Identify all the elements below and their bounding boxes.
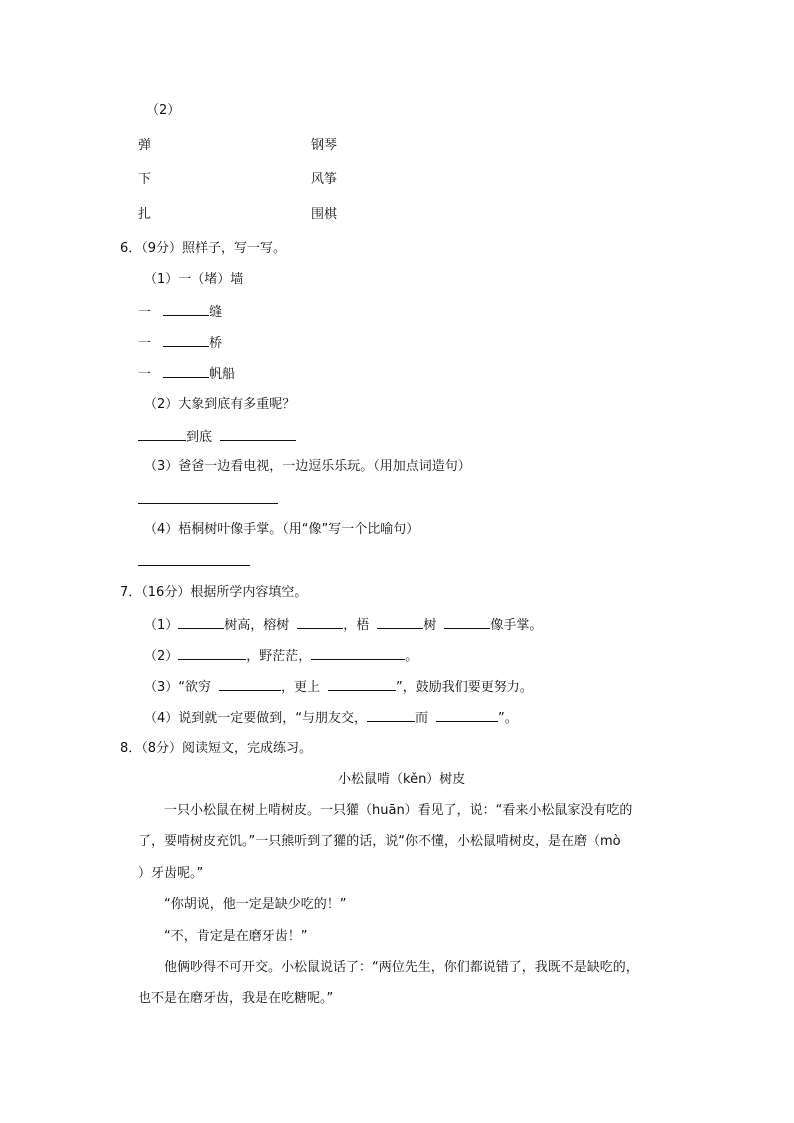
q6-sub2-answer	[138, 426, 296, 446]
q7-l3-blank-2[interactable]	[328, 676, 396, 691]
q7-l4-text-0: （4）说到就一定要做到，“与朋友交，	[144, 711, 368, 726]
q8-para1-line-1: 一只小松鼠在树上啃树皮。一只獾（huān）看见了，说：“看来小松鼠家没有吃的	[164, 803, 633, 818]
q6-dash: 一	[138, 367, 152, 382]
q6-sub1-item-1	[138, 301, 222, 321]
q6-sub2-blank-2[interactable]	[220, 426, 296, 441]
q7-l4-text-1: 而	[415, 711, 429, 726]
q7-l2-num: （2）	[144, 649, 179, 664]
q6-blank-2[interactable]	[163, 332, 209, 347]
q7-l1-text-1: 树高，榕树	[224, 618, 290, 633]
q8-para1-line-3: ）牙齿呢。”	[138, 866, 204, 881]
q8-passage-heading: 小松鼠啃（kěn）树皮	[338, 772, 466, 787]
q6-blank-1[interactable]	[163, 301, 209, 316]
q7-l3-text-0: （3）“欲穷	[144, 680, 212, 695]
q8-quote-1: “你胡说，他一定是缺少吃的！”	[164, 897, 347, 912]
q7-l4-blank-1[interactable]	[367, 707, 415, 722]
q6-sub1-item-2	[138, 332, 222, 352]
q7-line-2	[144, 645, 418, 665]
q5-left-word-2: 下	[138, 172, 152, 187]
q8-para2-line-1: 他俩吵得不可开交。小松鼠说话了：“两位先生，你们都说错了，我既不是缺吃的，	[164, 960, 639, 975]
q7-line-1	[144, 614, 542, 634]
q7-l4-blank-2[interactable]	[436, 707, 498, 722]
q6-sub2-mid: 到底	[186, 430, 213, 445]
q5-right-word-3: 围棋	[311, 207, 338, 222]
q7-line-3	[144, 676, 533, 696]
q6-sub2-example: （2）大象到底有多重呢？	[144, 397, 296, 412]
q6-sub3-blank[interactable]	[138, 489, 278, 504]
q7-l2-text-1: ，野茫茫，	[246, 649, 312, 664]
q8-quote-2: “不，肯定是在磨牙齿！”	[164, 929, 308, 944]
q7-l1-blank-3[interactable]	[377, 614, 423, 629]
q6-item-word-1: 缝	[209, 305, 223, 320]
q6-sub3-answer	[138, 489, 278, 509]
q7-line-4	[144, 707, 518, 727]
q6-sub3-example: （3）爸爸一边看电视，一边逗乐乐玩。（用加点词造句）	[144, 459, 471, 474]
q6-sub4-answer	[138, 551, 250, 571]
q7-l1-text-4: 像手掌。	[490, 618, 543, 633]
q5-sub2-label: （2）	[146, 103, 181, 118]
q6-blank-3[interactable]	[163, 363, 209, 378]
q6-item-word-2: 桥	[209, 336, 223, 351]
q8-para2-line-2: 也不是在磨牙齿，我是在吃糖呢。”	[138, 991, 334, 1006]
q7-l3-text-1: ，更上	[281, 680, 321, 695]
q7-l1-blank-2[interactable]	[297, 614, 343, 629]
q7-l2-text-2: 。	[405, 649, 419, 664]
q7-l1-text-3: 树	[423, 618, 437, 633]
q5-left-word-3: 扎	[138, 207, 152, 222]
q7-l2-blank-1[interactable]	[178, 645, 246, 660]
q5-right-word-1: 钢琴	[311, 138, 338, 153]
q8-para1-line-2: 了，要啃树皮充饥。”一只熊听到了獾的话，说“你不懂，小松鼠啃树皮，是在磨（mò	[138, 834, 621, 849]
q7-l1-blank-1[interactable]	[178, 614, 224, 629]
q7-title: 7．（16分）根据所学内容填空。	[120, 585, 308, 600]
q6-sub4-example: （4）梧桐树叶像手掌。（用“像”写一个比喻句）	[144, 522, 420, 537]
q7-l4-text-2: ”。	[498, 711, 518, 726]
q7-l1-blank-4[interactable]	[444, 614, 490, 629]
q7-l3-text-2: ”，鼓励我们要更努力。	[396, 680, 533, 695]
q6-sub4-blank[interactable]	[138, 551, 250, 566]
q6-title: 6．（9分）照样子，写一写。	[120, 241, 287, 256]
q6-sub1-example: （1）一（堵）墙	[144, 272, 244, 287]
q6-sub1-item-3	[138, 363, 235, 383]
q7-l1-text-2: ，梧	[343, 618, 370, 633]
q5-left-word-1: 弹	[138, 138, 152, 153]
q6-sub2-blank-1[interactable]	[138, 426, 186, 441]
q6-dash: 一	[138, 336, 152, 351]
q6-dash: 一	[138, 305, 152, 320]
q8-title: 8．（8分）阅读短文，完成练习。	[120, 741, 313, 756]
q5-right-word-2: 风筝	[311, 172, 338, 187]
q7-l1-num: （1）	[144, 618, 179, 633]
q6-item-word-3: 帆船	[209, 367, 236, 382]
q7-l3-blank-1[interactable]	[219, 676, 281, 691]
q7-l2-blank-2[interactable]	[311, 645, 405, 660]
